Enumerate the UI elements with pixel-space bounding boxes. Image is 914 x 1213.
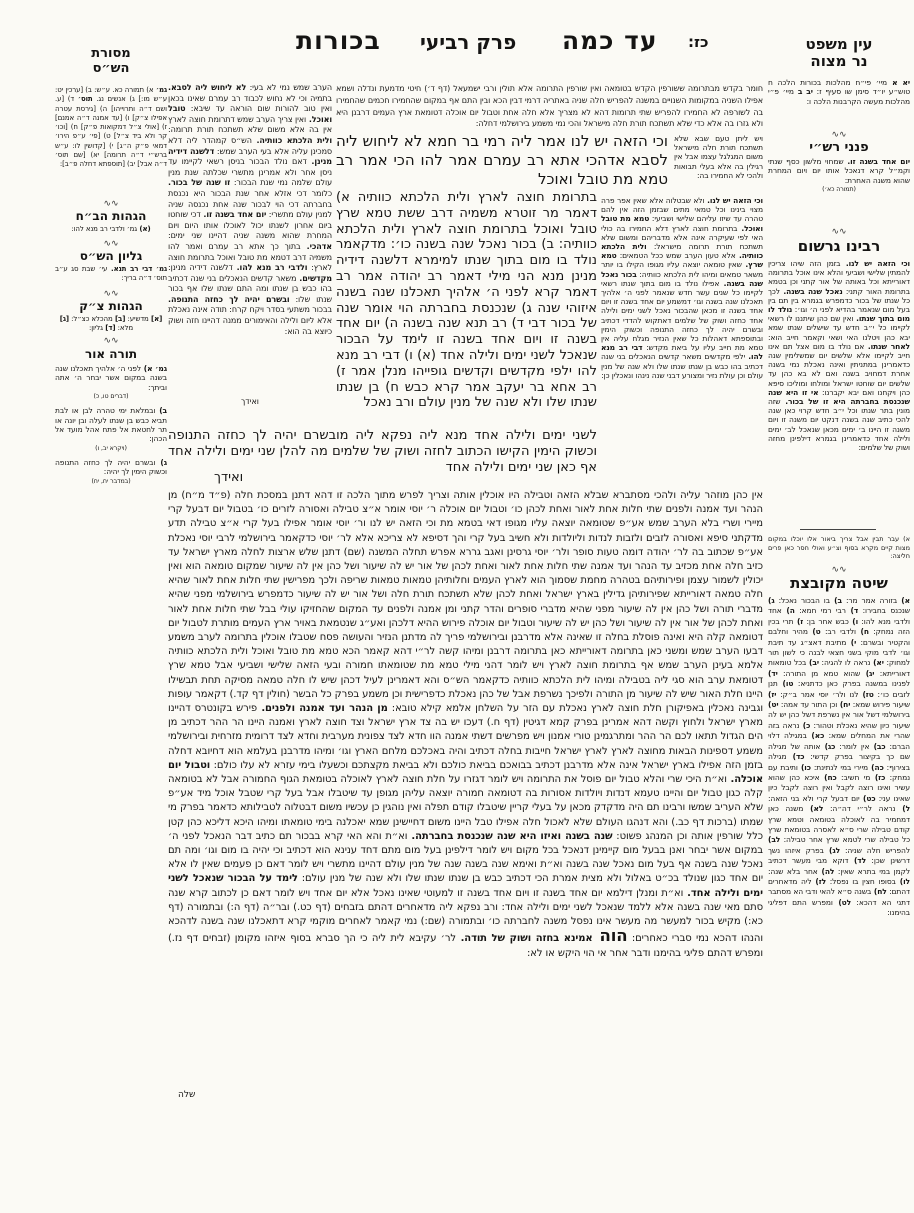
hagahot-tzk-title: הגהות צ״ק (79, 299, 143, 313)
gemara-catchword: ואידך (214, 470, 244, 485)
masoret-hashas-entries: גמ׳ א) תמורה כא. ע״ש: ב) [ערכין יט: ע״ש מו:] ג) אנשים נג. תוס׳ ד) [ע. ושם ד״ה ותרוייהו] ה) [גירסת עטרה אפילו צ״ק] ו) [עד אמנה ד״ה אמנם] ז) [אולי צ״ל דמקואות פ״ק] ח) [וכו׳ קר ולא ביד צ״ל] ט) [פי׳ ע״פ הירו׳ דמאי פ״ק ה״ג] י) [קדושין לו: ע״ש ברש״י ד״ה תרומה] יא) [שם תוס׳ ד״ה אבל] יב) [תוספתא דחלה פ״ב]: (55, 86, 167, 169)
tosafot-catchword: שלה (178, 1090, 196, 1100)
torah-or-title: תורה אור (84, 347, 138, 361)
hagahot-bach-title: הגהות הב״ח (75, 209, 147, 223)
commentary-right-side-lower: וכי הזאה יש לנו. ולא שבטלוה אלא שאין אפר פרה מצוי בינינו וכל טמאי מתים שבזמן הזה אין להם טהרה עד שיזו עליהם שלישי ושביעי: טמא מת טובל ואוכל. בתרומת חוצה לארץ דלא החמירו בה כולי האי לפי שעיקרה אינה אלא מדבריהם ומשום שלא תשתכח תורת תרומה מישראל: ולית הלכתא כוותיה. אלא טעון הערב שמש ככל הטמאים: טמא שרץ. שאין טומאה יוצאה עליו מגופו הקילו בו יותר משאר טמאים ומיהו לית הלכתא כוותיה: בכור נאכל שנה בשנה. אפילו נולד בו מום בתוך שנתו רשאי לקיימו כל שנים עשר חדש שנאמר לפני ה׳ אלהיך תאכלנו שנה בשנה וגו׳ דמשמע יום אחד בשנה זו ויום אחד בשנה זו מכאן שהבכור נאכל לשני ימים ולילה אחד כחזה ושוק של שלמים דאתקוש להדדי דכתיב ובשרם יהיה לך כחזה התנופה וכשוק הימין ובתוספתא דאהלות כל שאין הנזיר מגלח עליה אין טמא מת חייב עליו על ביאת מקדש: דבי רב מנא להו. ילפי מקדשים משאר קדשים הנאכלים בני שנה דכתיב בהו כבש בן שנתו שנתו שלו ולא שנה של מנין עולם וכן עולת נזיר ומצורע דבני שנה נינהו ונאכלין כן: (601, 196, 763, 380)
gemara-text-top: וכי הזאה יש לנו אמר ליה רמי בר חמא לא ליחוש ליה לסבא אדהכי אתא רב עמרם אמר להו הכי אמר רב טמא מת טובל ואוכל (336, 132, 668, 188)
masoret-title-line2: הש״ס (92, 61, 130, 76)
rabbeinu-gershom-title: רבינו גרשום (797, 238, 881, 255)
section-divider-ornament: ∿∿ (103, 336, 119, 346)
tosafot-block: אין כהן מוזהר עליה ולהכי מסתברא שבלא הזאה וטבילה היו אוכלין אותה וצריך לפרש מתוך הלכה זו דהא דתנן במסכת חלה (פ״ד מ״ח) מן הנהר ועד אמנה ולפנים שתי חלות אחת לאור ואחת לכהן כו׳ וטבול יום אוכלה ר׳ יוסי אומר א״צ טבילה ואסורה לזרים כו׳ בטבול יום דבעל קרי מיירי ושרי בלא הערב שמש אע״פ שטומאה יוצאה עליו מגופו דאי בטמא מת וכי הזאה יש לנו ור׳ יוסי אומר אפילו בעל קרי א״צ טבילה תדע מדקתני סיפא ואסורה לזבים ולזבות לנדות וליולדות ולא חשיב בעל קרי והך דסיפא לא צריכא אלא לר׳ יוסי כדקאמר בירושלמי לרבי יוסי נאכלת אע״פ שכתוב בה לר׳ יהודה דומה טעות סופר ולר׳ יוסי גרסינן ואגב גררא אפרש תחלה המשנה (שם) דתנן שלש ארצות לחלה מארץ ישראל עד כזיב חלה אחת מכזיב עד הנהר ועד אמנה שתי חלות אחת לאור ואחת לכהן של אור יש לה שיעור ושל כהן אין לה שיעור שמקום טומאה הוא ואין יכולין לשמור עצמן ופירותיהם בטהרה מחמת שסמוך הוא לארץ העמים וחלותיהן טמאות טמאות שריפה ולכך מפרישין שתי חלות אחת לאור שהיא חלה טמאה דאורייתא שפירותיהן גדילין בארץ ישראל ואחת לכהן שלא תשתכח תורת חלה ושל אור יש לה שיעור כדמפרש בירושלמי מפני שהיא מדברי תורה ושל כהן אין לה שיעור מפני שהיא מדברי סופרים והדר קתני ומן אמנה ולפנים עד המקום שהחזיקו עולי בבל שתי חלות אחת לאור ואחת לכהן של אור אין לה שיעור ושל כהן יש לה שיעור וטבול יום אוכלה פירוש ההיא דלכהן ואע״ג שנטמאת באויר ארץ העמים מותרת לטבול יום דטומאה קלה היא ואינה פוסלת בחלה זו שאינה אלא מדרבנן ובירושלמי פריך לה מדתנן הנזיר והעושה פסח שטבלו אוכלין בתרומה לערב משמע דבעו הערב שמש ומשני כאן בתרומה דאורייתא כאן בתרומה דרבנן ומיהו קשה לר״י דהא קאמר הכא טמא מת טובל ואוכל ולית הלכתא כוותיה אלמא בעינן הערב שמש אף בתרומת חוצה לארץ ויש לומר דהני מילי טמא מת שטומאתו חמורה ובעי הזאה שלישי ושביעי אבל טמא שרץ דטומאת ערב הוא סגי ליה בטבילה ומיהו לית הלכתא כוותיה כדקאמר הש״ס והא דאמרינן לעיל דכהן שיש לו חלה טמאה מסיקה תחת תבשילו היינו חלת האור שיש לה שיעור מן התורה ולפיכך נשרפת אבל של כהן נאכלת כדפרישית וכן משמע בפרק כל הבשר (חולין דף קד.) דקאמר עופות וגבינה נאכלין באפיקורן חלת חוצה לארץ נאכלת עם הזר על השלחן אלמא קילא טובא: מן הנהר ועד אמנה ולפנים. פירש בקונטרס דהיינו מארץ ישראל ולחוץ וקשה דהא אמרינן בפרק קמא דגיטין (דף ח.) דעכו יש בה צד ארץ ישראל וצד חוצה לארץ ואמנה היינו הר ההר דכתיב מן הים הגדול תתאו לכם הר ההר ומתרגמינן טורי אמנון ויש מפרשים דשתי אמנה הוו חדא לצד צפונית מערבית וחדא לצד דרומית מזרחית ובירושלמי משמע דספינות הבאות מחוצה לארץ לארץ ישראל חייבות בחלה דכתיב והיה באכלכם מלחם הארץ וגו׳ ומיהו מדרבנן בעלמא הוא דחיובא דחלה בזמן הזה אפילו בארץ ישראל אינה אלא מדרבנן דכתיב בבואכם בביאת כולכם ולא בביאת מקצתכם וכשעלו בימי עזרא לא עלו כולם: וטבול יום אוכלה. וא״ת היכי שרי והלא טבול יום פוסל את התרומה ויש לומר דגזרו על חלת חוצה לארץ לאוכלה בטומאת הגוף החמורה אבל לא בטומאה קלה כגון טבול יום והיינו טעמא דנדות ויולדות אסורות בה דטומאה חמורה יוצאה עליהן מגופן עד שיטבלו אבל בעל קרי שטבל אוכל מיד אע״פ שלא העריב שמשו ורבינו תם היה מדקדק מכאן על בעלי קריין שיטבלו קודם תפלה ואין נוהגין כן עכשיו משום דבטלוה לטבילותא כדאמר בפרק מי שמתו (ברכות דף כב.) והא דנהגו העולם שלא לאכול חלה אפילו טבל היינו משום דחיישינן שמא יאכלנה בימי טומאתו ומיהו היכא דליכא כהן קטן כלל שורפין אותה וכן המנהג פשוט: שנה בשנה ואיזו היא שנה שנכנסת בחברתה. וא״ת והא האי קרא בבכור תם כתיב דבר הנאכל לפני ה׳ במקום אשר יבחר ואנן בבעל מום קיימינן דנאכל בכל מקום ויש לומר דילפינן בעל מום מתם דחד ענינא הוא דכתיב וכי יהיה בו מום וגו׳ ומה תם נאכל שנה בשנה אף בעל מום נאכל שנה בשנה וא״ת ואימא שנה בשנה שנה של מנין עולם דהיינו מתשרי ויש לומר דאם כן פעמים שאין לו אלא יום אחד כגון שנולד בכ״ט באלול ולא מצית אמרת הכי דכתיב כבש בן שנתו שנתו שלו ולא שנה של מנין עולם: לימד על הבכור שנאכל לשני ימים ולילה אחד. וא״ת ומנלן דילמא יום אחד בשנה זו ויום אחד בשנה זו למעוטי שאינו נאכל אלא יום אחד ויש לומר דאם כן לכתוב קרא שנה סתם מאי שנה בשנה אלא ללמד שנאכל לשני ימים ולילה אחד: ורב נפקא ליה מדאחרים דהתם בזבחים (דף כט.) ובר״ה (דף ה:) ובתמורה (דף כא:) מקיש בכור למעשר מה מעשר אינו נפסל משנה לחברתה כו׳ ובתמורה (שם:) נמי קאמר לאחרים מוקמי קרא דתאכלנו שנה בשנה לדהכא והנהו דהכא נמי סברי כאחרים: הוה אמינא בחזה ושוק של תודה. לר׳ עקיבא לית ליה כי הך סברא בסוף איזהו מקומן (זבחים דף נז.) ומפרש דהתם פליגי בהימנו ודבר אחר אי הוי היקש או לא: (168, 490, 763, 959)
section-divider-ornament: ∿∿ (831, 565, 847, 575)
masoret-hashas-title (55, 46, 167, 76)
section-divider-ornament: ∿∿ (103, 289, 119, 299)
ein-mishpat-title-line1: עין משפט (805, 36, 873, 53)
section-divider-ornament: ∿∿ (103, 199, 119, 209)
gemara-text-wide: לשני ימים ולילה אחד מנא ליה נפקא ליה מובשרם יהיה לך כחזה התנופה וכשוק הימין הקישו הכתוב לחזה ושוק של שלמים מה להלן שני ימים ולילה אחד אף כאן שני ימים ולילה אחד (168, 428, 597, 475)
rabbeinu-gershom-text: וכי הזאה יש לנו. בזמן הזה שיהו צריכין להמתין שלישי ושביעי והלא אינו אוכל בתרומה דאורייתא וכל באותה של אור קתני וכן בטמא בתרומת האור קתני: נאכל שנה בשנה. לכך כל שנתו של בכור כדמפרש בגמרא בין תם בין בעל מום שנאמר בהדיא לפני ה׳ וגו׳: נולד לו מום בתוך שנתו. ואין שם כהן שיתננו לו רשאי לקיימו כל י״ב חדש עד שישלים שנתו שמא יבא כהן ויטלנו האי ושאי וקאמר חייב הוא: לאחר שנתו. אם נולד בו מום אצל תם אינו חייב לקיימו אלא שלשים יום שמשלימין שנה כדאמרינן במתניתין ואינה נאכלת נמי בשנה אחרת דמחויב בשנה ואם לא בא כהן עד שלשים יום שוחטו ישראל ומולחו ומוליכו סיפא כהן ויקחנו ואם יבא יקברנו: אי זו היא שנה שנכנסת בחברתה היא זו של בכור. שזה מונין בתר שנתו וכל י״ב חדש קרוי כאן שנה להכי כתיב שנה בשנה דנקט יום משנה זו ויום משנה זו היינו ב׳ ימים מכאן שנאכל לב׳ ימים ולילה אחד כדאמרינן בגמרא דילפינן מחזה ושוק של שלמים: (768, 259, 910, 453)
shita-mekubetzet-entries: א) בזורה אמר מר: ב) בו הבכור נאכל: ג) שנכנס בחבירו: ד) רבי רמי חמא: ה) אחד ולדבי מנא להו: ו) כבש אחר בן: ז) תרי בכין הזה נמחק: ח) ולדבי רב: ט) מהיר וחלבם והקטיר ובשרם: י) מתיבת דאצ״ג עד תיבת וגו׳ לדבי מוקי בשני חצאי לבנה כי לשון תור למחוק: יא) נראה לו להגיה: יב) בכל טומאות דאורייתא: יג) שהוא טמא מן התורה: יד) לפנינו במשנה בפרק כאן כדתניא: טו) תנן לזבים כו׳: טז) לנו ולר׳ יוסי אמר ב״ק: יז) שיעור פירוש שמא: יח) וכן התור עד אמה: יט) בירושלמי דשל אור אין נשרפת דשל כהן יש לה שיעור כיון שהיא נאכלת וטהור: כ) נראה בזה שהרי את המחלים שמא: כא) במגילה דלוי הברם: כב) אין לומר: כג) אותה של מגילה שם כך בקיצור בפרק קדשי: כד) מגילה בצירוף: כה) מיירי במי לנתינת: כו) ותיבת עם נמחק: כז) מי חשיב: כח) איכא כהן שהוא עשיר ואינו רוצה לקבל ואין רוצה לקבל כיון שאינו עני: כט) יום דבעל קרי ולא בני הזאה: ל) נראה לר״י דה״ה: לא) משנה כאן דמחמיר בה לאוכלה בטומאה וטמא שרץ קודם טבילה שרי ס״א לאסרה בטומאת שרץ כל טבילה שרי לטמא שרץ אחר טבילה: לב) להפריש חלה שניה: לג) בפרק איזהו נשך דרשינן שכן: לד) דוקא מבי מעשר דכתיב לקמן במי בתרא שאין: לה) אחר בלא שנה: לו) בסופו חצין בו נפסל: לז) ליה מדאחרים דהתם: לח) בשנה ס״א להאי ודבי הא מסתבר דתני הא דהכא: לט) ומפרש התם דפליגי בהימנו: (768, 596, 910, 918)
gemara-text-main: בתרומת חוצה לארץ ולית הלכתא כוותיה א) דאמר מר זוטרא משמיה דרב ששת טמא שרץ טובל ואוכל בתרומת חוצה לארץ ולית הלכתא כוותיה: ב) בכור נאכל שנה בשנה כו׳: מדקאמר נולד בו מום בתוך שנתו למימרא דלשנה דידיה מנינן מנא הני מילי דאמר רב יהודה אמר רב דאמר קרא לפני ה׳ אלהיך תאכלנו שנה בשנה איזוהי שנה ג) שנכנסת בחברתה הוי אומר שנה של בכור דבי ד) רב תנא שנה בשנה ה) יום אחד בשנה זו ויום אחד בשנה זו לימד על הבכור שנאכל לשני ימים ולילה אחד (א) ו) דבי רב מנא להו ילפי מקדשים וקדשים גופייהו מנלן אמר ז) רב אחא בר יעקב אמר קרא כבש ח) בן שנתו שנתו שלו ולא שנה של מנין עולם ורב נאכל (336, 190, 597, 411)
gilyon-hashas-entries: גמ׳ דבי רב תנא. עי׳ שבת סג ע״ב תוס׳ ד״ה בריך: (55, 265, 167, 283)
commentary-left-column: הערב שמש נמי לא בעי: לא ליחוש ליה לסבא. בתמיה וכי לא נחוש לכבוד רב עמרם שאינו בכאן ואין טוב להורות שום הוראה עד שיבא: טובל ואוכל. ואין צריך הערב שמש דתרומת חוצה לארץ אין בה אלא משום שלא תשתכח תורת תרומה: ולית הלכתא כוותיה. הש״ס קמהדר ליה דלא סמכינן עליה אלא בעי הערב שמש: דלשנה דידיה מנינן. דאם נולד הבכור בניסן רשאי לקיימו עד ניסן אחר ולא אמרינן מתשרי שכלתה שנת מנין עולם שלמה נמי שנת הבכור: זו שנה של בכור. כלומר דכי אזלא אחר שנת הבכור היא נכנסת בחברתה דכי הוי לבכור שנה אחת נכנסה שניה למנין עולם מתשרי: יום אחד בשנה זו. דכי שוחטו ביום אחרון לשנתו יכול לאוכלו אותו היום ויום המחרת שהוא משנה שניה דהיינו שני ימים: אדהכי. בתוך כך אתא רב עמרם ואמר להו משמיה דרב דטמא מת טובל ואוכל בתרומת חוצה לארץ: ולדבי רב מנא להו. דלשנה דידיה מנינן: מקדשים. משאר קדשים הנאכלים בני שנה דכתיב בהו כבש בן שנתו ומה התם שנתו שלו אף בכור שנתו שלו: ובשרם יהיה לך כחזה התנופה. בבכור משתעי בסדר ויקח קרח: תודה אינה נאכלת אלא ליום ולילה והאימורים ממנה דהיינו חזה ושוק כיוצא בה הוא: (168, 83, 332, 336)
pnei-rashi-text: יום אחד בשנה זו. שמחוי מלשון כסף שנתי וקמ״ל קרא דנאכל אותו יום ויום המחרת שהוא משנה האחרת: (תמורה כא׳) (768, 157, 910, 194)
section-divider-ornament: ∿∿ (103, 239, 119, 249)
header-perek: פרק רביעי (420, 30, 517, 54)
commentary-right-top: חומר בקדש מבתרומה ששורפין הקדש בטומאה ואין שורפין התרומה אלא תולין ורבי ישמעאל (דף ד׳) חיטי מדמעת ונדלה ושמא אפילו השניה במקומות השנויים במשנה להפריש חלה שניה באתריה דרמי דבין הכא ובין התם אף במקום שהחמירו חכמים שהחמירו בה לשורפה לא החמירו להפריש שתי תרומות דהא לא מצריך אלא חלה אחת וטבול יום אוכלה דטומאת ארץ העמים דרבנן היא ולא גזרו בה אלא כדי שלא תשתכח תורת חלה מישראל והכי נמי משמע בירושלמי דחלה: (336, 84, 763, 129)
shita-mekubetzet-title: שיטה מקובצת (790, 575, 888, 592)
hagahot-tzk-entries: [א] מדשיע: [ב] מהכלא כצ״ל: [ג] מלא: [ד] גליון: (59, 315, 163, 333)
section-divider-ornament: ∿∿ (831, 227, 847, 237)
header-masechet: בכורות (296, 26, 381, 55)
masoret-title-line1: מסורת (91, 46, 131, 61)
gilyon-hashas-title: גליון הש״ס (79, 249, 143, 263)
commentary-right-side-upper: ויש ליתן טעם שבא שלא תשתכח תורת חלה מישראל משום המגלגל עצמו אבל אין רגילין בה אלא בעלי תבואות ולהכי לא החמירו בה: (674, 134, 763, 180)
commentary-left-catchword: ואידך (241, 397, 259, 406)
header-chapter-name: עד כמה (562, 26, 658, 55)
hagahot-bach-entries: (א) גמ׳ ולדבי רב מנא להו: (71, 225, 151, 233)
rabbeinu-gershom-footnote: א) עבר תבין אבל צריך ביאור אלו יוכלו במקום מצות קיים מקרא בסוף וצ״ע ואולי חסר כאן פרים חליצה: (768, 535, 910, 561)
footnote-rule (800, 529, 876, 530)
ein-mishpat-title-line2: נר מצוה (810, 52, 868, 70)
ein-mishpat-title (768, 36, 910, 70)
torah-or-verses: גמ׳ א) לפני ה׳ אלהיך תאכלנו שנה בשנה במקום אשר יבחר ה׳ אתה וביתך: (דברים טו, כ) ב) ובמלאת ימי טהרה לבן או לבת תביא כבש בן שנתו לעלה ובן יונה או תר לחטאת אל פתח אהל מועד אל הכהן: (ויקרא יב, ו) ג) ובשרם יהיה לך כחזה התנופה וכשוק הימין לך יהיה: (במדבר יח, יח) (55, 364, 167, 485)
header-daf-number: כז: (688, 33, 709, 51)
section-divider-ornament: ∿∿ (831, 130, 847, 140)
ein-mishpat-entries: יא א מיי׳ פי״ח מהלכות בכורות הלכה ח טוש״ע יו״ד סימן שו סעיף ז: יב ב מיי׳ פ״י מהלכות מעשה הקרבנות הלכה ו: (768, 78, 910, 106)
pnei-rashi-title: פנני רש״י (809, 140, 869, 155)
